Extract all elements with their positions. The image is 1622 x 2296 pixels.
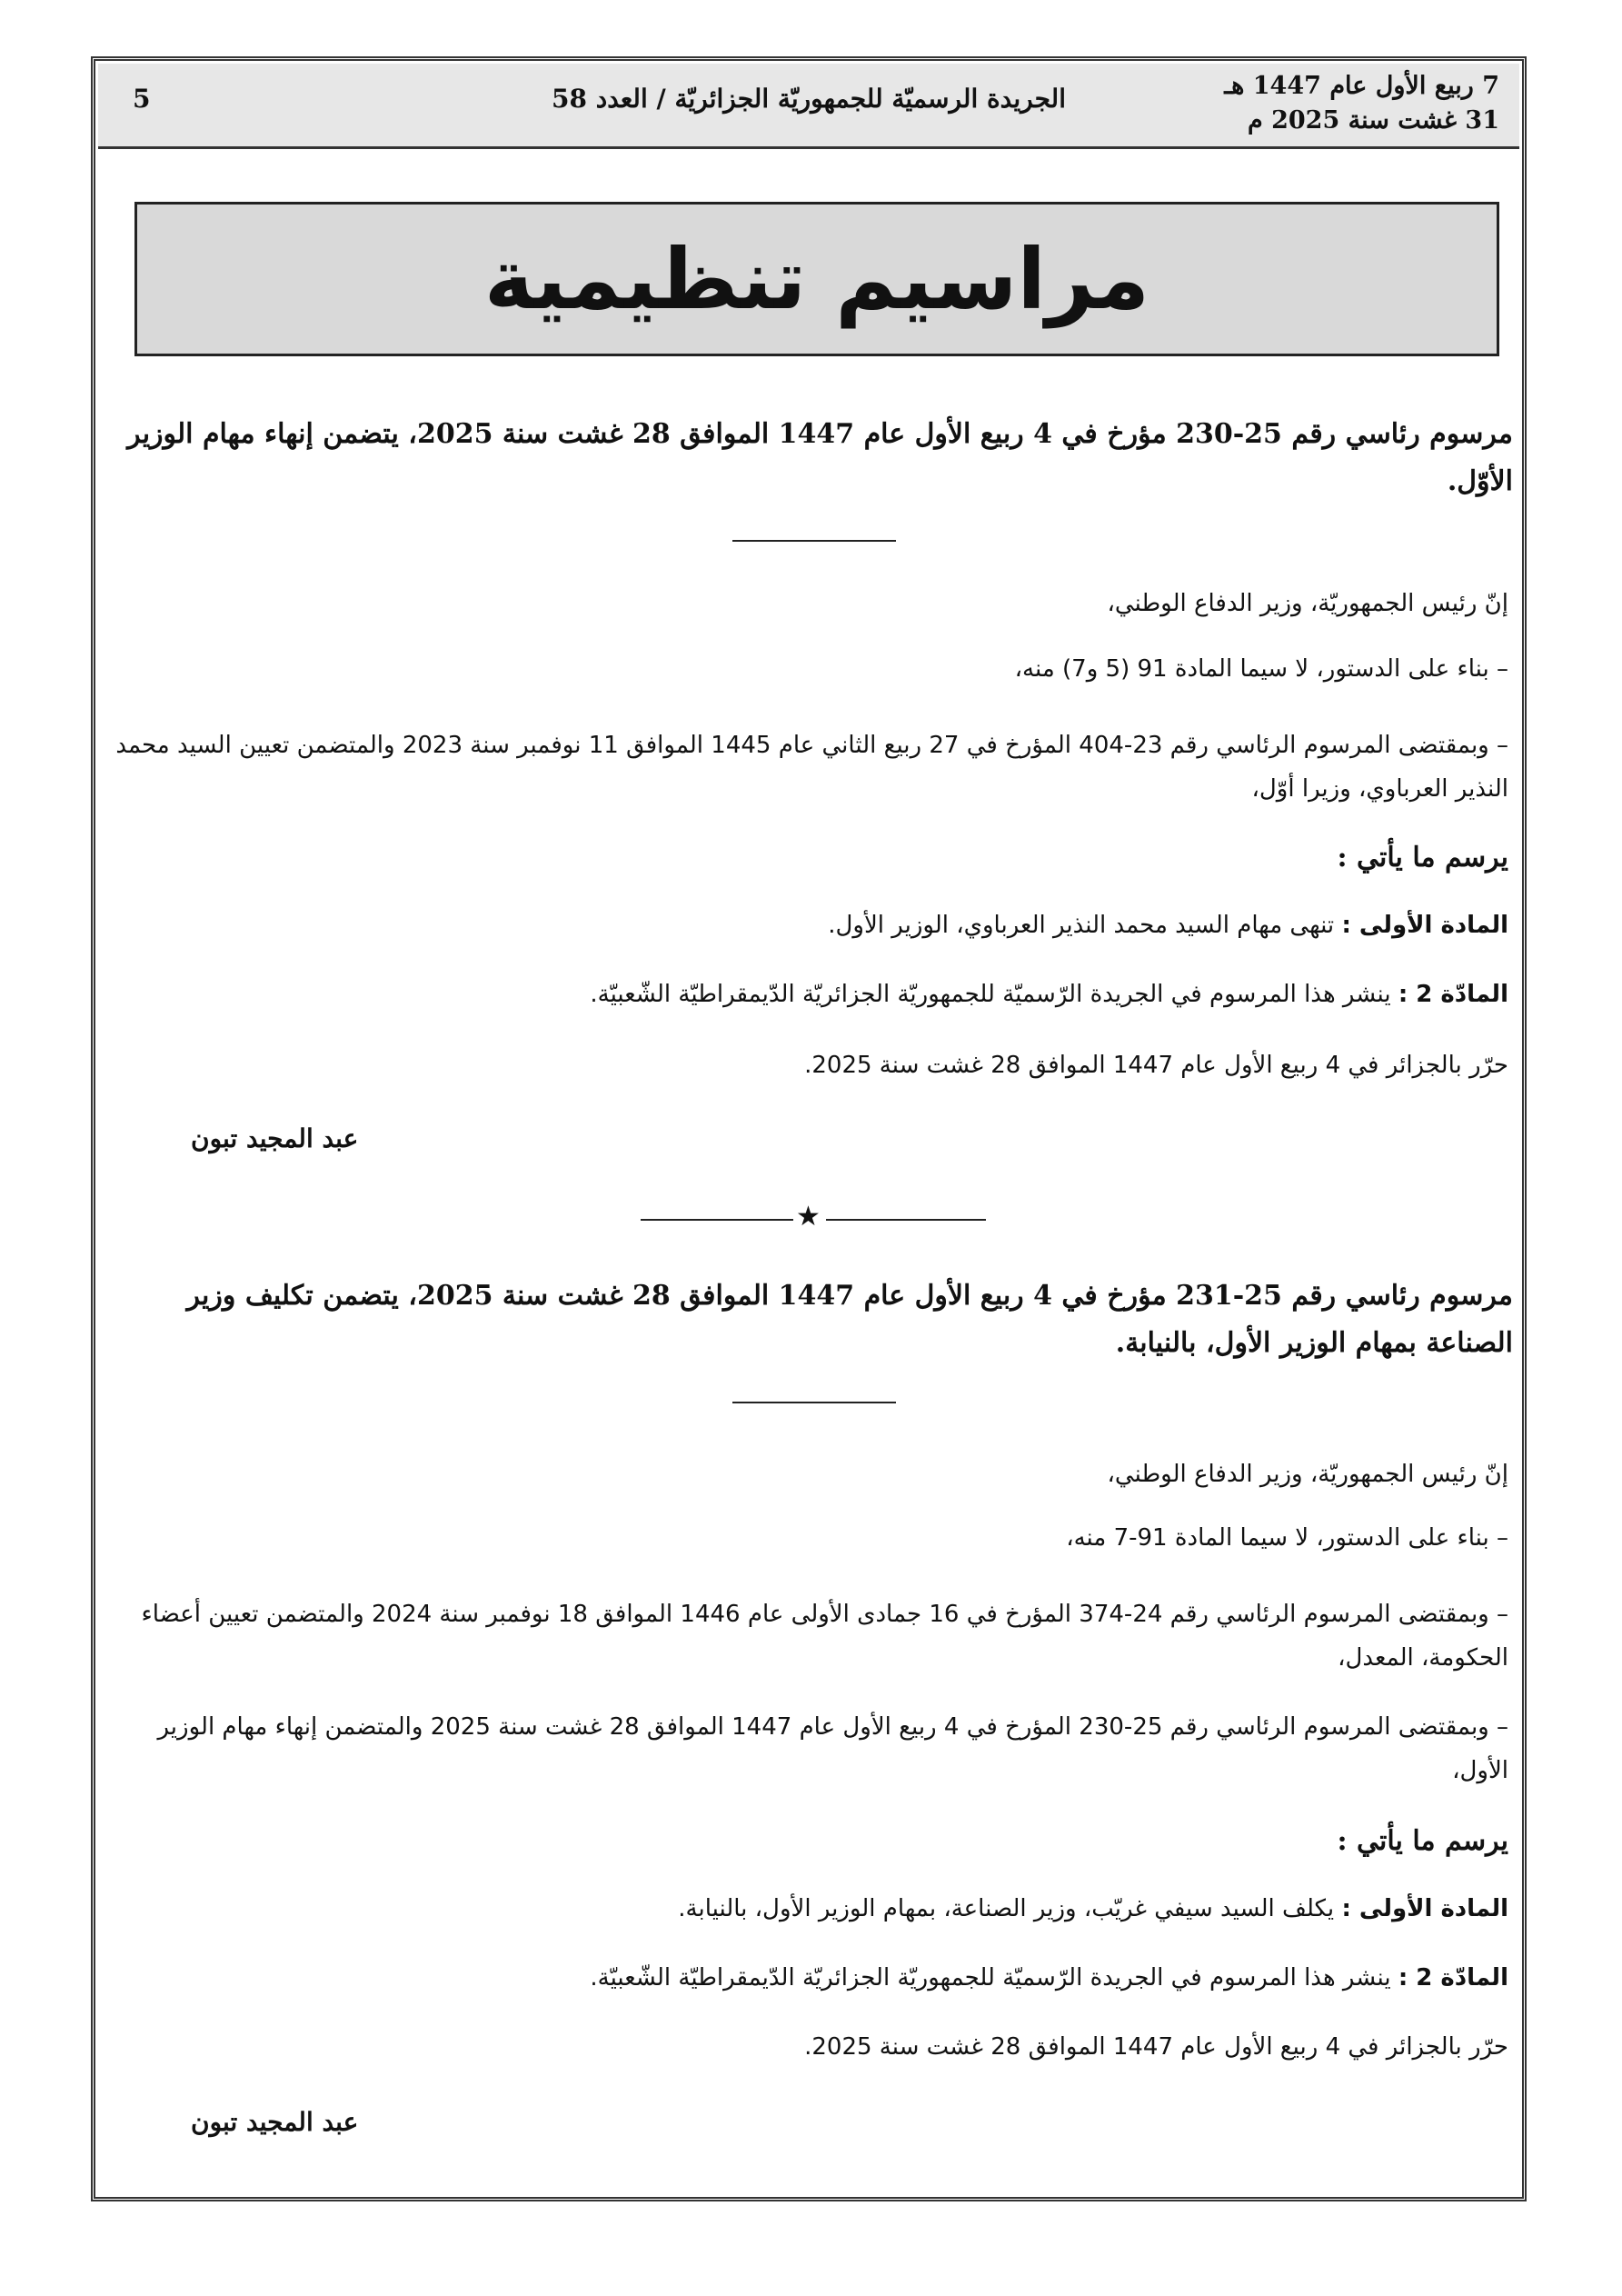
star-divider [641,1201,986,1233]
decree2-title-rule [732,1402,896,1403]
decree1-article-1 [114,903,1508,947]
header-date-gregorian: 31 غشت سنة 2025 م [1247,106,1499,135]
decree1-basis-2: – وبمقتضى المرسوم الرئاسي رقم 23-404 المؤرخ في 27 ربيع الثاني عام 1445 الموافق 11 نوفمبر سنة 2023 والمتضمن تعيين السيد محمد النذير العرباوي، وزيرا أوّل، [115,732,1508,803]
decree1-title: مرسوم رئاسي رقم 25-230 مؤرخ في 4 ربيع الأول عام 1447 الموافق 28 غشت سنة 2025، يتضمن إنهاء مهام الوزير الأوّل. [127,418,1513,497]
decree2-article-2 [114,1956,1508,2000]
decree1-article-2 [114,973,1508,1016]
star-divider-right-line [826,1219,986,1221]
header-date-hijri: 7 ربيع الأول عام 1447 هـ [1224,72,1499,100]
decree2-basis-2: – وبمقتضى المرسوم الرئاسي رقم 24-374 المؤرخ في 16 جمادى الأولى عام 1446 الموافق 18 نوفمبر سنة 2024 والمتضمن تعيين أعضاء الحكومة، المعدل، [141,1601,1508,1672]
decree2-title: مرسوم رئاسي رقم 25-231 مؤرخ في 4 ربيع الأول عام 1447 الموافق 28 غشت سنة 2025، يتضمن تكليف وزير الصناعة بمهام الوزير الأول، بالنيابة. [186,1280,1513,1359]
decree1-intro: إنّ رئيس الجمهوريّة، وزير الدفاع الوطني، [1107,590,1508,617]
decree2-basis-3: – وبمقتضى المرسوم الرئاسي رقم 25-230 المؤرخ في 4 ربيع الأول عام 1447 الموافق 28 غشت سنة 2025 والمتضمن إنهاء مهام الوزير الأول، [157,1713,1508,1784]
star-divider-left-line [641,1219,793,1221]
decree2-article-1-label: المادة الأولى : [1341,1895,1508,1922]
decree2-article-1 [114,1887,1508,1931]
header-gazette-title: الجريدة الرسميّة للجمهوريّة الجزائريّة / العدد 58 [552,84,1066,114]
decree1-done-at: حرّر بالجزائر في 4 ربيع الأول عام 1447 الموافق 28 غشت سنة 2025. [804,1052,1508,1079]
decree1-decrees-heading: يرسم ما يأتي : [1337,842,1508,873]
section-banner-title: مراسيم تنظيمية [483,230,1150,328]
header-page-number: 5 [133,84,151,114]
section-banner [134,202,1499,356]
decree2-intro: إنّ رئيس الجمهوريّة، وزير الدفاع الوطني، [1107,1461,1508,1488]
decree1-article-2-text: ينشر هذا المرسوم في الجريدة الرّسميّة للجمهوريّة الجزائريّة الدّيمقراطيّة الشّعبيّة. [590,981,1398,1008]
star-icon: ★ [796,1201,821,1233]
decree2-decrees-heading: يرسم ما يأتي : [1337,1825,1508,1857]
decree1-signature: عبد المجيد تبون [191,1123,359,1153]
decree2-signature: عبد المجيد تبون [191,2107,359,2137]
decree1-basis-1: – بناء على الدستور، لا سيما المادة 91 (5 و7) منه، [1014,655,1508,683]
decree1-article-1-text: تنهى مهام السيد محمد النذير العرباوي، الوزير الأول. [828,912,1342,939]
decree2-article-2-label: المادّة 2 : [1398,1964,1508,1992]
decree1-article-1-label: المادة الأولى : [1341,912,1508,939]
gazette-header [98,64,1519,149]
decree1-article-2-label: المادّة 2 : [1398,981,1508,1008]
decree1-title-rule [732,540,896,542]
decree2-article-2-text: ينشر هذا المرسوم في الجريدة الرّسميّة للجمهوريّة الجزائريّة الدّيمقراطيّة الشّعبيّة. [590,1964,1398,1992]
decree2-article-1-text: يكلف السيد سيفي غريّب، وزير الصناعة، بمهام الوزير الأول، بالنيابة. [678,1895,1342,1922]
decree2-basis-1: – بناء على الدستور، لا سيما المادة 91-7 منه، [1066,1524,1508,1552]
decree2-done-at: حرّر بالجزائر في 4 ربيع الأول عام 1447 الموافق 28 غشت سنة 2025. [804,2033,1508,2061]
